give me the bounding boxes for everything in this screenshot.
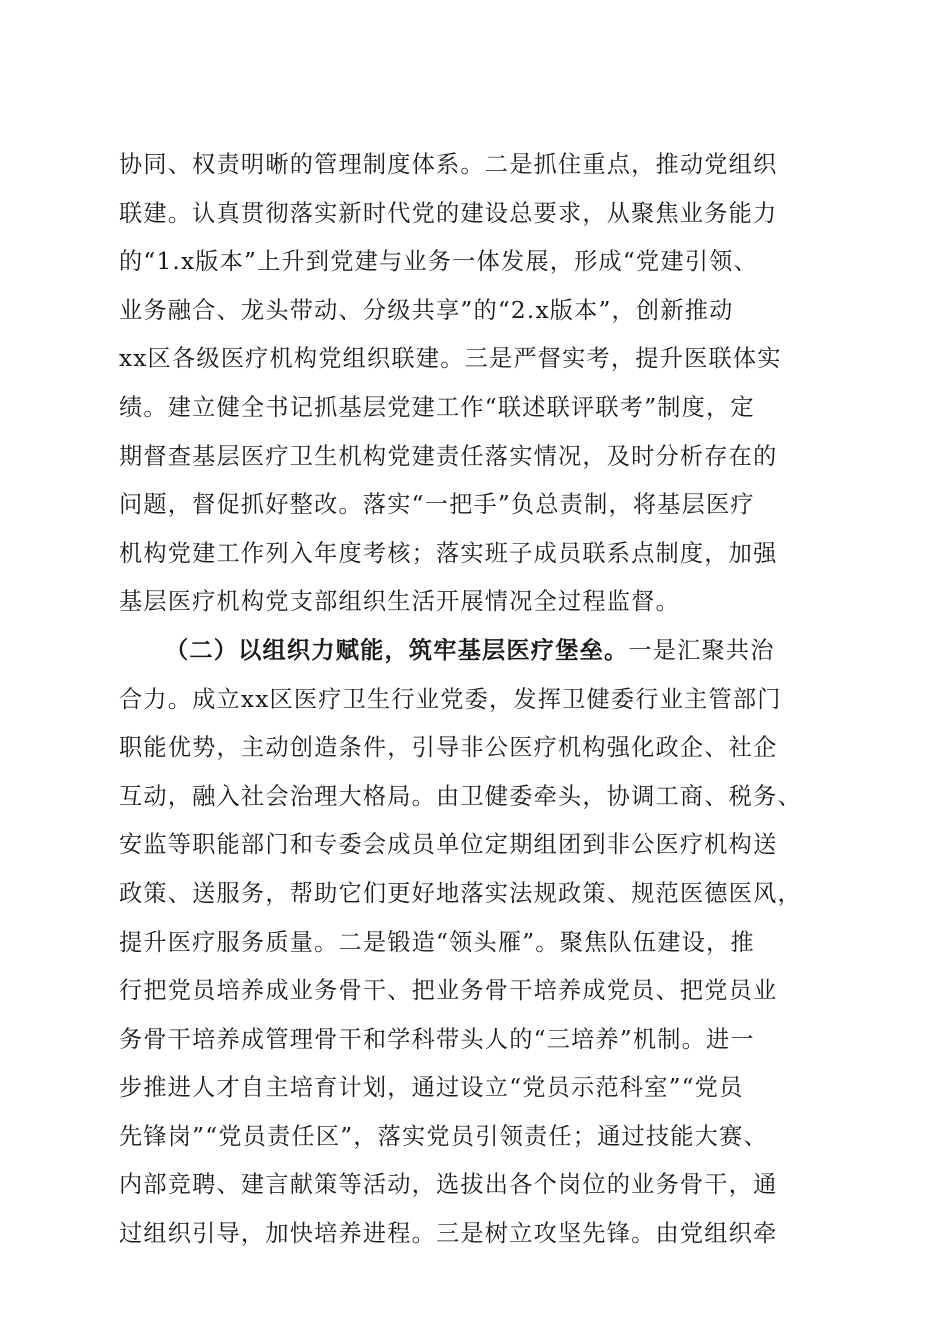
text-line: 期督查基层医疗卫生机构党建责任落实情况，及时分析存在的 [119,442,778,470]
body-text [119,141,831,1259]
text-line: 合力。成立xx区医疗卫生行业党委，发挥卫健委行业主管部门 [119,685,782,713]
text-line: 协同、权责明晰的管理制度体系。二是抓住重点，推动党组织 [119,151,778,178]
text-line: 机构党建工作列入年度考核；落实班子成员联系点制度，加强 [119,539,778,567]
text-line: 政策、送服务，帮助它们更好地落实法规政策、规范医德医风， [119,879,802,907]
text-line: 绩。建立健全书记抓基层党建工作“联述联评联考”制度，定 [119,393,755,421]
text-line: 业务融合、龙头带动、分级共享”的“2.x版本”，创新推动 [119,296,734,324]
section-heading: （二）以组织力赋能，筑牢基层医疗堡垒。 [165,636,629,664]
section-heading-line [119,627,831,676]
text-line: 行把党员培养成业务骨干、把业务骨干培养成党员、把党员业 [119,977,778,1005]
text-line: 安监等职能部门和专委会成员单位定期组团到非公医疗机构送 [119,831,778,859]
text-line: 职能优势，主动创造条件，引导非公医疗机构强化政企、社企 [119,734,778,762]
text-line: 内部竞聘、建言献策等活动，选拔出各个岗位的业务骨干，通 [119,1171,778,1199]
text-line: 提升医疗服务质量。二是锻造“领头雁”。聚焦队伍建设，推 [119,928,755,956]
text-line: 联建。认真贯彻落实新时代党的建设总要求，从聚焦业务能力 [119,199,778,227]
text-line: 步推进人才自主培育计划，通过设立“党员示范科室”“党员 [119,1074,744,1102]
text-line: 先锋岗”“党员责任区”，落实党员引领责任；通过技能大赛、 [119,1122,768,1150]
text-line: 的“1.x版本”上升到党建与业务一体发展，形成“党建引领、 [119,248,758,276]
text-line: 互动，融入社会治理大格局。由卫健委牵头，协调工商、税务、 [119,782,802,810]
text-line: 过组织引导，加快培养进程。三是树立攻坚先锋。由党组织牵 [119,1220,778,1248]
text-line: 问题，督促抓好整改。落实“一把手”负总责制，将基层医疗 [119,491,755,519]
text-line: 基层医疗机构党支部组织生活开展情况全过程监督。 [119,588,680,616]
text-line: xx区各级医疗机构党组织联建。三是严督实考，提升医联体实 [119,345,782,373]
section-heading-rest: 一是汇聚共治 [628,636,775,664]
text-line: 务骨干培养成管理骨干和学科带头人的“三培养”机制。进一 [119,1025,755,1053]
